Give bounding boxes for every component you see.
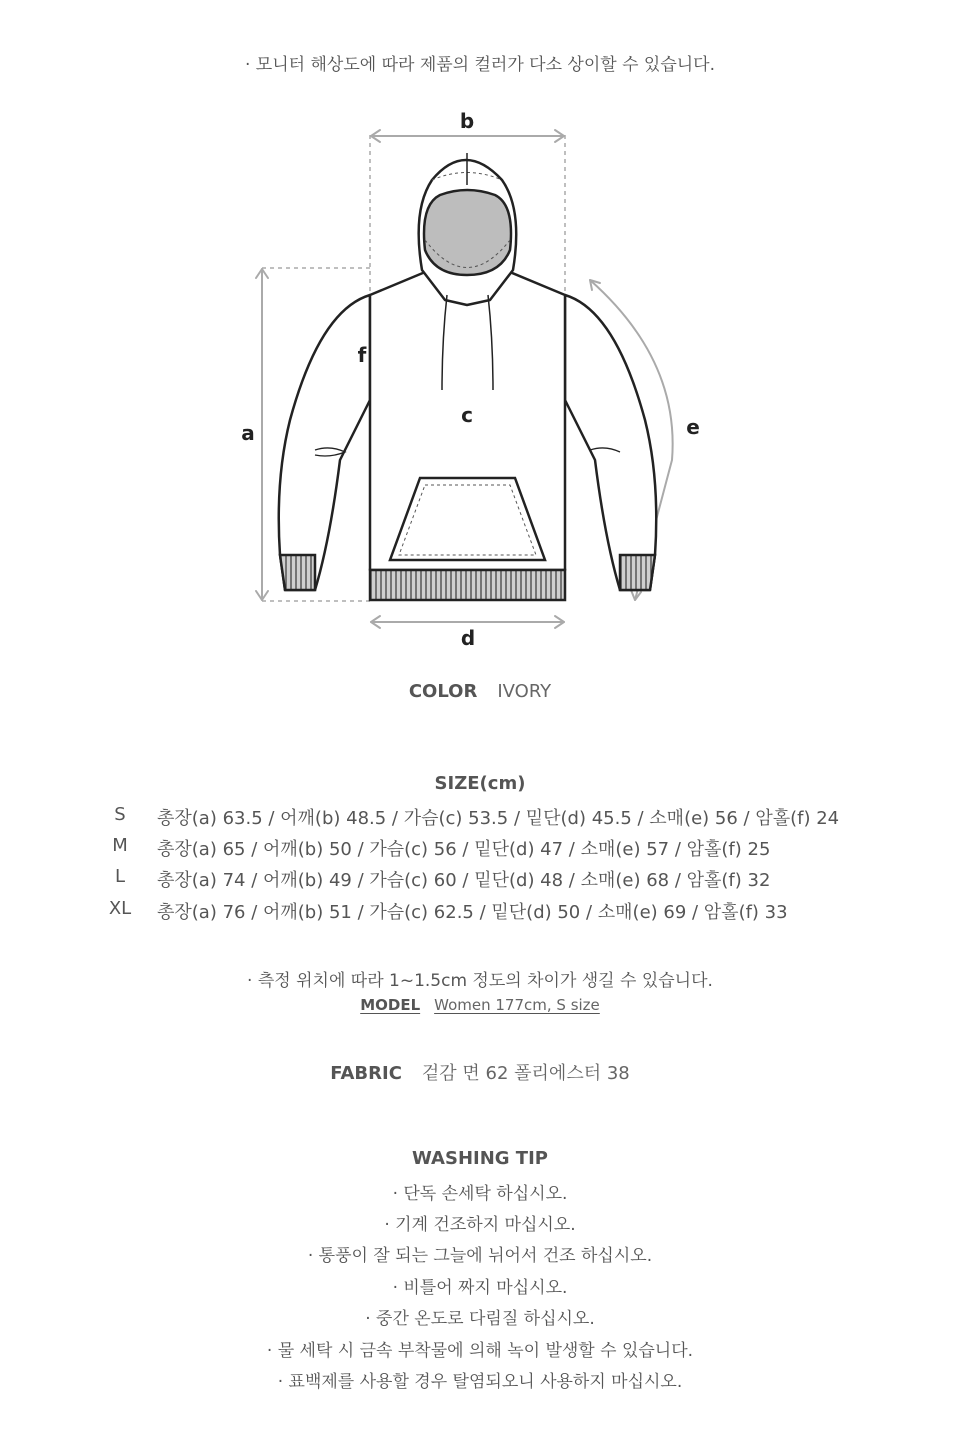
size-code: S: [114, 804, 126, 825]
label-c: c: [461, 403, 473, 427]
label-d: d: [460, 626, 476, 650]
size-row-l: [0, 866, 960, 894]
fabric-label: FABRIC: [330, 1063, 402, 1084]
left-cuff: [280, 555, 315, 590]
washing-tip-item: · 표백제를 사용할 경우 탈염되오니 사용하지 마십시오.: [277, 1372, 683, 1392]
label-e: e: [686, 415, 700, 439]
size-code: M: [112, 835, 128, 856]
size-code: XL: [108, 898, 132, 919]
color-notice: · 모니터 해상도에 따라 제품의 컬러가 다소 상이할 수 있습니다.: [245, 55, 715, 75]
right-cuff: [620, 555, 655, 590]
size-measurements: 총장(a) 74 / 어깨(b) 49 / 가슴(c) 60 / 밑단(d) 48 / 소매(e) 68 / 암홀(f) 32: [157, 870, 771, 891]
washing-tip-item: · 중간 온도로 다림질 하십시오.: [365, 1309, 595, 1329]
fabric-value: 겉감 면 62 폴리에스터 38: [421, 1063, 630, 1084]
hood-opening: [424, 190, 511, 275]
washing-tip-item: · 단독 손세탁 하십시오.: [392, 1184, 568, 1204]
color-label: COLOR: [408, 681, 478, 702]
size-measurements: 총장(a) 63.5 / 어깨(b) 48.5 / 가슴(c) 53.5 / 밑단(d) 45.5 / 소매(e) 56 / 암홀(f) 24: [157, 808, 840, 829]
hem-ribbing: [370, 570, 565, 600]
washing-tip-item: · 비틀어 짜지 마십시오.: [392, 1278, 568, 1298]
model-label: MODEL: [360, 996, 421, 1014]
measurement-note: · 측정 위치에 따라 1~1.5cm 정도의 차이가 생길 수 있습니다.: [247, 971, 713, 991]
color-value: IVORY: [497, 681, 552, 702]
size-row-xl: [0, 898, 960, 926]
size-row-s: [0, 804, 960, 832]
size-title: SIZE(cm): [434, 773, 526, 794]
model-info: [0, 996, 960, 1014]
washing-tip-item: · 물 세탁 시 금속 부착물에 의해 녹이 발생할 수 있습니다.: [266, 1341, 694, 1361]
hoodie-measurement-diagram: [180, 100, 780, 660]
size-measurements: 총장(a) 65 / 어깨(b) 50 / 가슴(c) 56 / 밑단(d) 47 / 소매(e) 57 / 암홀(f) 25: [157, 839, 771, 860]
model-value: Women 177cm, S size: [434, 996, 600, 1014]
fabric-info: [0, 1059, 960, 1085]
label-f: f: [357, 343, 367, 367]
washing-tip-item: · 통풍이 잘 되는 그늘에 뉘어서 건조 하십시오.: [307, 1246, 653, 1266]
label-a: a: [241, 421, 255, 445]
size-code: L: [114, 866, 126, 887]
color-info: [0, 681, 960, 702]
label-b: b: [459, 109, 475, 133]
size-measurements: 총장(a) 76 / 어깨(b) 51 / 가슴(c) 62.5 / 밑단(d) 50 / 소매(e) 69 / 암홀(f) 33: [157, 902, 788, 923]
washing-tip-item: · 기계 건조하지 마십시오.: [384, 1215, 576, 1235]
washing-tip-title: WASHING TIP: [412, 1148, 548, 1169]
size-row-m: [0, 835, 960, 863]
